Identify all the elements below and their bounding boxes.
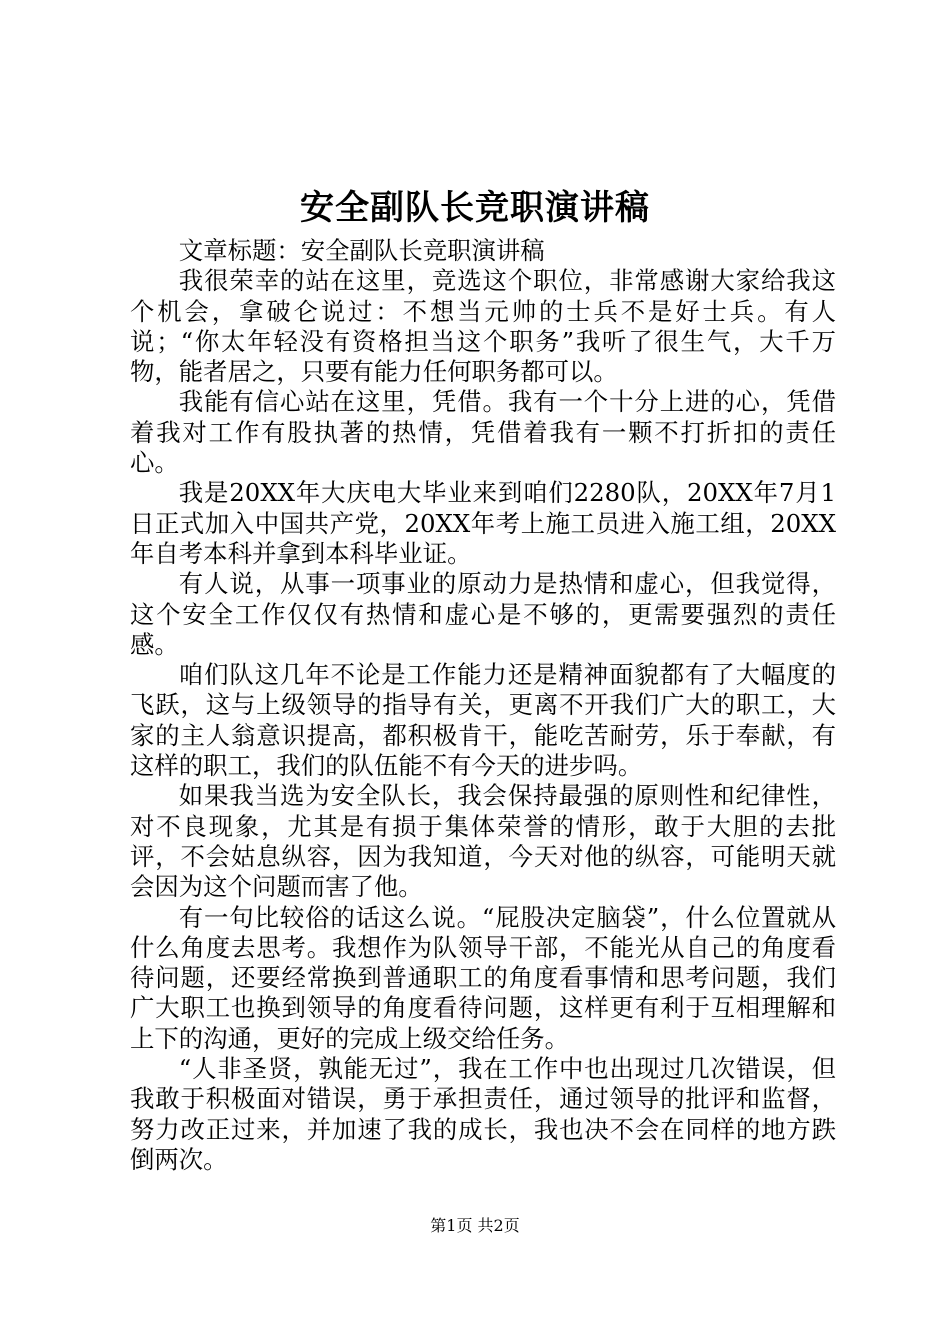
paragraph: 如果我当选为安全队长，我会保持最强的原则性和纪律性，对不良现象，尤其是有损于集体荣誉的情形，敢于大胆的去批评，不会姑息纵容，因为我知道，今天对他的纵容，可能明天就会因为这个问题而害了他。 [130, 781, 836, 902]
paragraph: 咱们队这几年不论是工作能力还是精神面貌都有了大幅度的飞跃，这与上级领导的指导有关，更离不开我们广大的职工，大家的主人翁意识提高，都积极肯干，能吃苦耐劳，乐于奉献，有这样的职工，我们的队伍能不有今天的进步吗。 [130, 660, 836, 781]
document-title: 安全副队长竞职演讲稿 [300, 188, 650, 228]
paragraph: 我能有信心站在这里，凭借。我有一个十分上进的心，凭借着我对工作有股执著的热情，凭借着我有一颗不打折扣的责任心。 [130, 387, 836, 478]
paragraph-article-title: 文章标题：安全副队长竞职演讲稿 [178, 236, 545, 265]
paragraph: “人非圣贤，孰能无过”，我在工作中也出现过几次错误，但我敢于积极面对错误，勇于承担责任，通过领导的批评和监督，努力改正过来，并加速了我的成长，我也决不会在同样的地方跌倒两次。 [130, 1054, 836, 1174]
document-body [130, 236, 836, 1175]
page-footer: 第1页 共2页 [430, 1216, 520, 1235]
paragraph: 有一句比较俗的话这么说。“屁股决定脑袋”，什么位置就从什么角度去思考。我想作为队领导干部，不能光从自己的角度看待问题，还要经常换到普通职工的角度看事情和思考问题，我们广大职工也换到领导的角度看待问题，这样更有利于互相理解和上下的沟通，更好的完成上级交给任务。 [130, 902, 836, 1053]
paragraph: 我是20XX年大庆电大毕业来到咱们2280队，20XX年7月1日正式加入中国共产党，20XX年考上施工员进入施工组，20XX年自考本科并拿到本科毕业证。 [130, 478, 836, 568]
paragraph: 我很荣幸的站在这里，竞选这个职位，非常感谢大家给我这个机会，拿破仑说过：不想当元帅的士兵不是好士兵。有人说；“你太年轻没有资格担当这个职务”我听了很生气，大千万物，能者居之，只要有能力任何职务都可以。 [130, 266, 836, 387]
paragraph: 有人说，从事一项事业的原动力是热情和虚心，但我觉得，这个安全工作仅仅有热情和虚心是不够的，更需要强烈的责任感。 [130, 569, 836, 659]
